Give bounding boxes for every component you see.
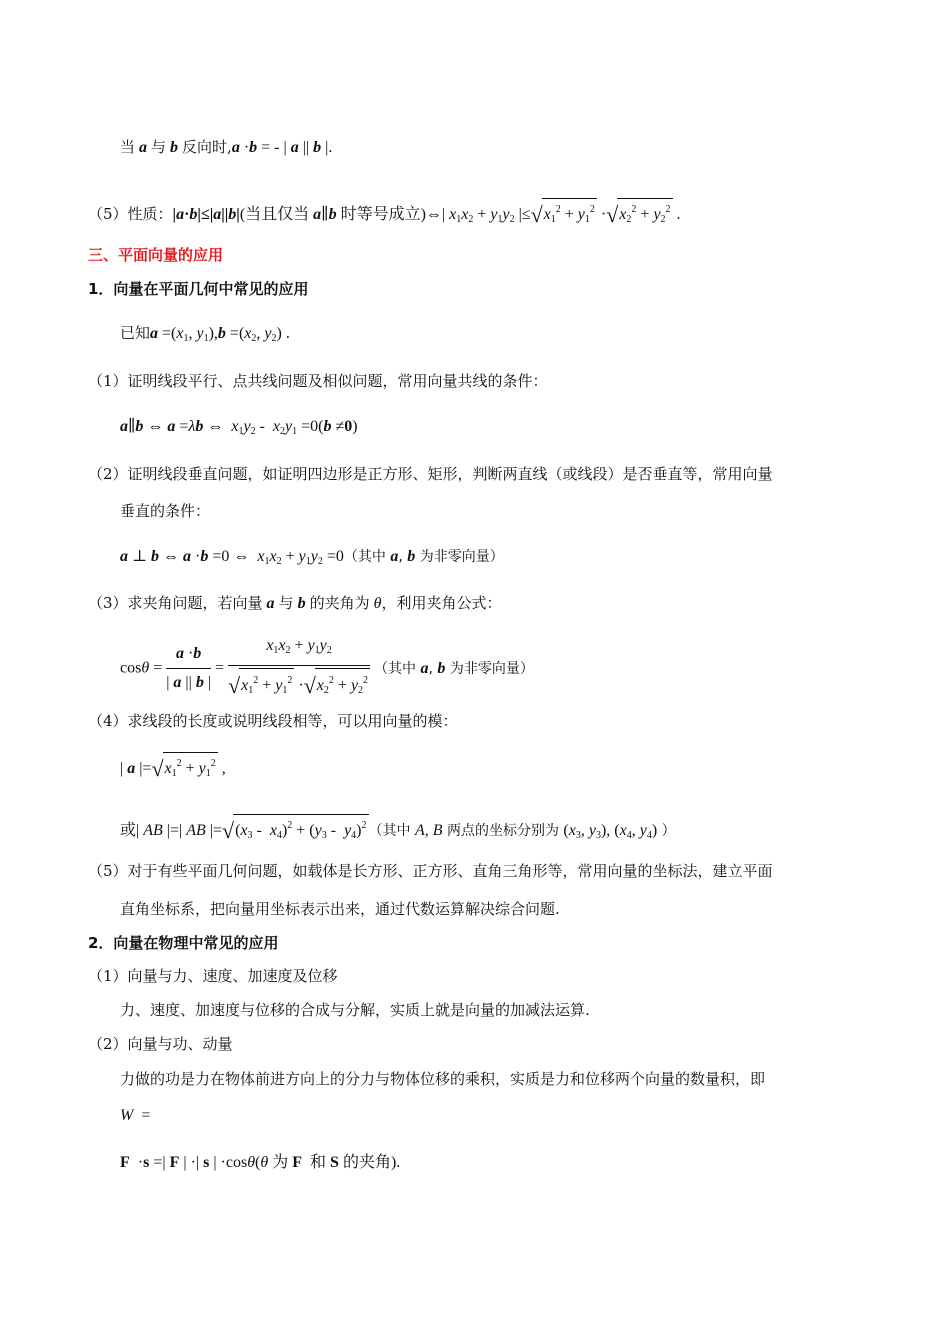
item-5-text-line1: （5）对于有些平面几何问题，如载体是长方形、正方形、直角三角形等，常用向量的坐标法，建立平面	[88, 862, 773, 880]
physics-item-2-text: 力做的功是力在物体前进方向上的分力与物体位移的乘积，实质是力和位移两个向量的数量积，即	[120, 1070, 766, 1088]
item-5-text-line2: 直角坐标系，把向量用坐标表示出来，通过代数运算解决综合问题.	[120, 900, 560, 918]
text-fragment: 反向时,	[182, 138, 232, 156]
item-2-text-line1: （2）证明线段垂直问题，如证明四边形是正方形、矩形，判断两直线（或线段）是否垂直等，常用向量	[88, 465, 773, 483]
physics-item-1-text: 力、速度、加速度与位移的合成与分解，实质上就是向量的加减法运算.	[120, 1001, 590, 1019]
item-4-formula-2: 或| AB |=| AB $|=√(x_3 - x_4)^2 + (y_3 - y_4)^2$ （其中 A, B 两点的坐标分别为 ($x_3$, $y_3$), ($x_4$, $y_4$) ）	[120, 814, 676, 847]
item-3-text: （3）求夹角问题，若向量 a 与 b 的夹角为 θ，利用夹角公式：	[88, 594, 502, 612]
item-2-formula: a ⊥ b ⇔ a ·b =0 ⇔ $x_1x_2 + y_1y_2 =0$（其中 a, b 为非零向量）	[120, 548, 504, 567]
work-formula: F ·s =| F | ·| s | ·cosθ(θ 为 F 和 S 的夹角).	[120, 1154, 401, 1171]
item-2-text-line2: 垂直的条件：	[120, 502, 211, 520]
physics-item-2-title: （2）向量与功、动量	[88, 1035, 233, 1053]
property-line: （5）性质：|a·b|≤|a||b|(当且仅当 a∥b 时等号成立)⇔| $x_1x_2 + y_1y_2$ $|\le√x_1^2 + y_1^2 \cdot√x_2^2 + y_2^2$ .	[88, 198, 681, 231]
opposite-direction-line: 当 a 与 b 反向时,a ·b = - | a || b |.	[120, 138, 333, 156]
text-fragment: 当	[120, 138, 136, 156]
item-4-text: （4）求线段的长度或说明线段相等，可以用向量的模：	[88, 712, 458, 730]
given-line: 已知$a =(x_1$, $y_1),b =(x_2$, $y_2$) .	[120, 324, 290, 344]
work-symbol: W =	[120, 1107, 151, 1124]
item-1-formula: a∥b ⇔ a =λb ⇔ $x_1y_2 - x_2y_1 =0(b \ne 0)$	[120, 418, 358, 437]
subsection-title-geometry: 1．向量在平面几何中常见的应用	[88, 280, 309, 298]
item-1-text: （1）证明线段平行、点共线问题及相似问题，常用向量共线的条件：	[88, 372, 548, 390]
subsection-title-physics: 2．向量在物理中常见的应用	[88, 934, 279, 952]
text-fragment: 已知	[120, 324, 151, 342]
physics-item-1-title: （1）向量与力、速度、加速度及位移	[88, 967, 338, 985]
property-label: （5）性质：	[88, 205, 173, 223]
text-fragment: 与	[151, 138, 167, 156]
item-3-formula: cosθ = $\frac{a \cdot b}{| a || b |}$ = $\frac{x_1x_2 + y_1y_2}{√x_1^2 + y_1^2 \cdot√x_2^2 + y_2^2}$ （其中 a, b 为非零向量）	[120, 634, 534, 703]
item-4-formula-1: | a $|=√x_1^2 + y_1^2$ ,	[120, 752, 226, 785]
section-title: 三、平面向量的应用	[88, 246, 224, 264]
